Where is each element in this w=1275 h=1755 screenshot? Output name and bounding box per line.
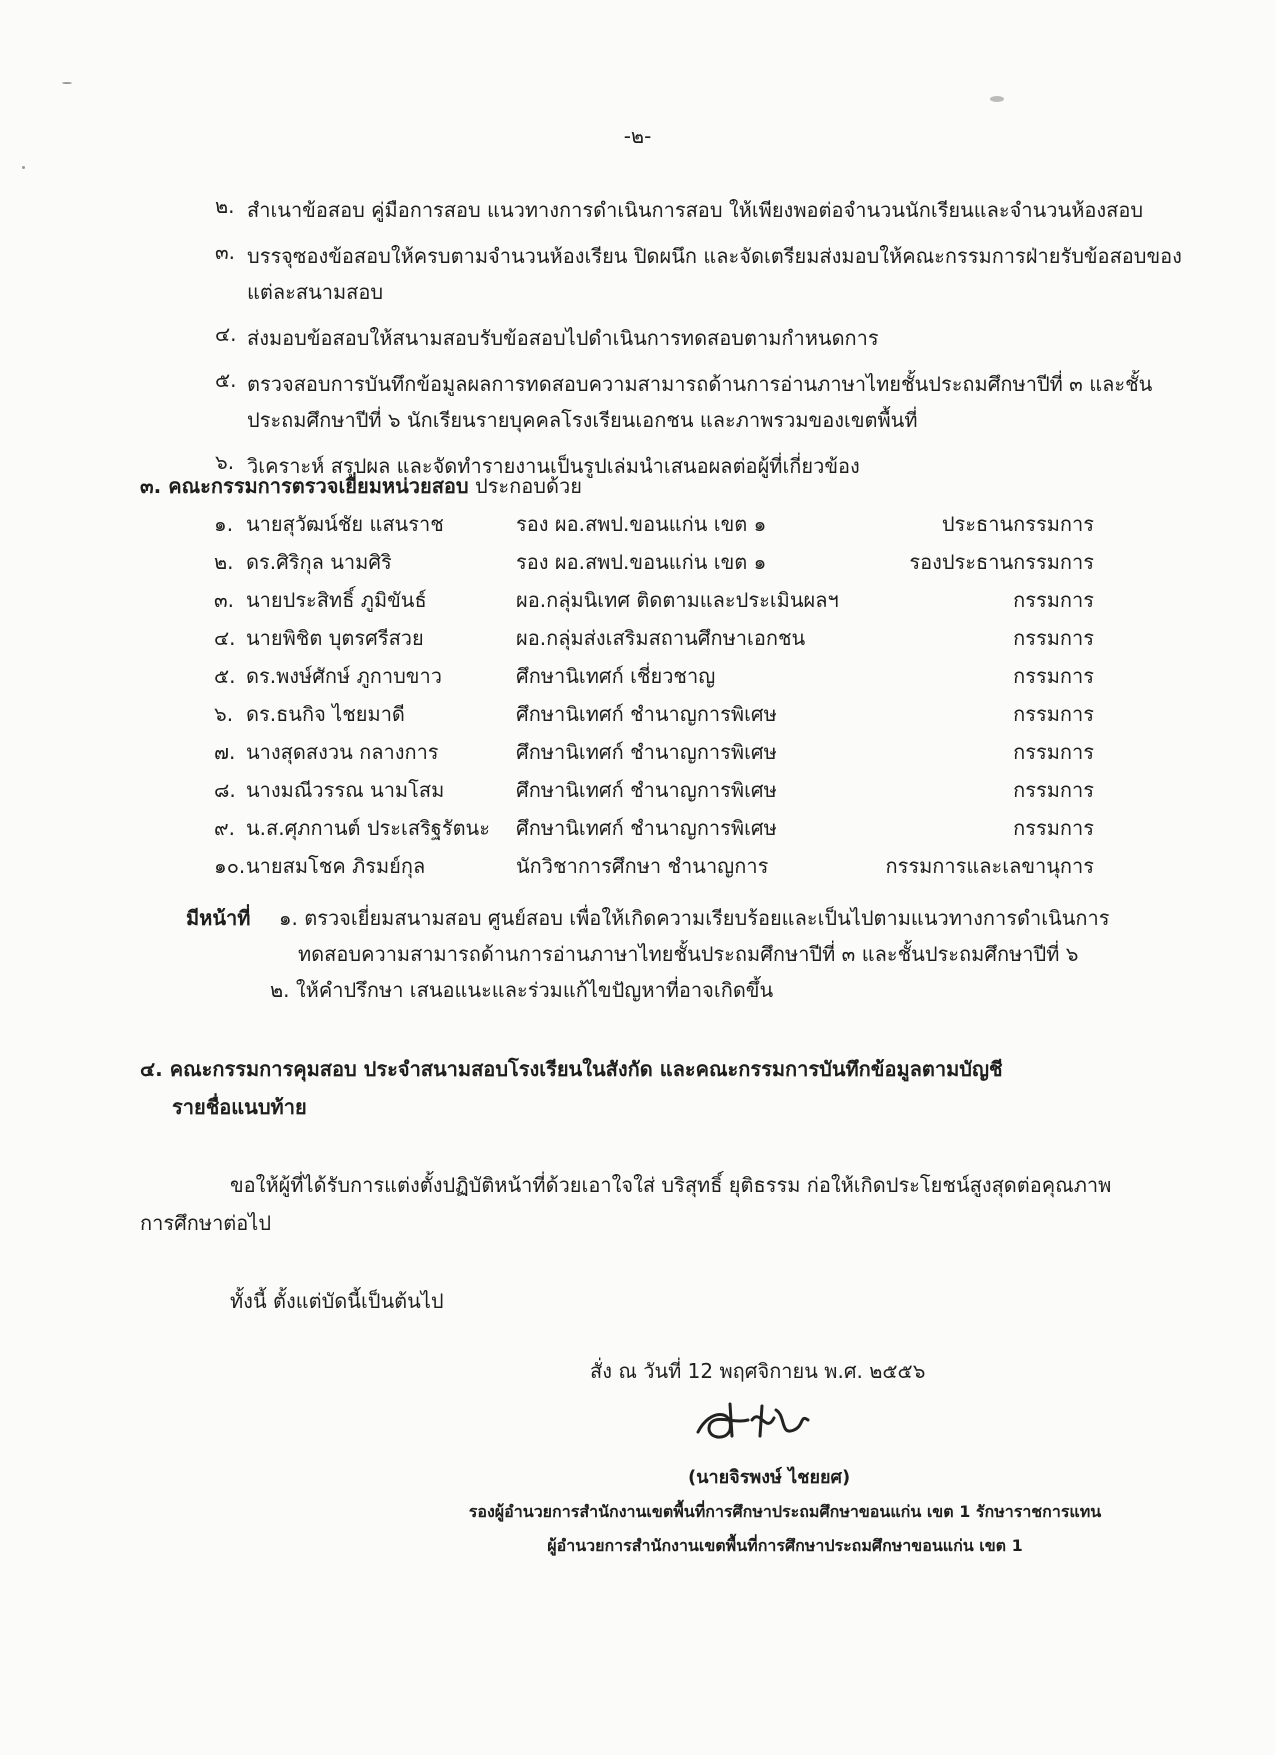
section-4-line1: ๔. คณะกรรมการคุมสอบ ประจำสนามสอบโรงเรียนในสังกัด และคณะกรรมการบันทึกข้อมูลตามบัญชี [140,1057,1003,1081]
page-number: -๒- [623,124,652,148]
table-row [214,584,1094,622]
member-position: รอง ผอ.สพป.ขอนแก่น เขต ๑ [516,550,767,574]
closing-line1: ขอให้ผู้ที่ได้รับการแต่งตั้งปฏิบัติหน้าที่ด้วยเอาใจใส่ บริสุทธิ์ ยุติธรรม ก่อให้เกิดประโยชน์สูงสุดต่อคุณภาพ [230,1173,1112,1197]
member-position: ศึกษานิเทศก์ ชำนาญการพิเศษ [516,778,777,802]
member-position: ศึกษานิเทศก์ เชี่ยวชาญ [516,664,716,688]
member-position: ผอ.กลุ่มส่งเสริมสถานศึกษาเอกชน [516,626,806,650]
list-item-number: ๓. [215,240,236,264]
section-4-line2: รายชื่อแนบท้าย [172,1095,307,1119]
table-row [214,736,1094,774]
member-role: กรรมการ [1013,702,1094,726]
member-name: นางสุดสงวน กลางการ [246,740,439,764]
member-number: ๑๐. [214,854,246,878]
member-position: ผอ.กลุ่มนิเทศ ติดตามและประเมินผลฯ [516,588,839,612]
duty-line [186,900,1146,936]
closing-paragraph [140,1166,1130,1242]
list-item-text: บรรจุซองข้อสอบให้ครบตามจำนวนห้องเรียน ปิดผนึก และจัดเตรียมส่งมอบให้คณะกรรมการฝ่ายรับข้อสอบของแต่ละสนามสอบ [247,244,1182,304]
member-name: น.ส.ศุภกานต์ ประเสริฐรัตนะ [246,816,490,840]
table-row [214,508,1094,546]
table-row [214,660,1094,698]
list-item-text: สำเนาข้อสอบ คู่มือการสอบ แนวทางการดำเนินการสอบ ให้เพียงพอต่อจำนวนนักเรียนและจำนวนห้องสอบ [247,198,1144,222]
committee-heading-title: ๓. คณะกรรมการตรวจเยี่ยมหน่วยสอบ [140,474,469,498]
signer-title-line1: รองผู้อำนวยการสำนักงานเขตพื้นที่การศึกษาประถมศึกษาขอนแก่น เขต 1 รักษาราชการแทน [468,1502,1102,1521]
member-position: นักวิชาการศึกษา ชำนาญการ [516,854,769,878]
list-item [215,192,1195,228]
closing-line2: การศึกษาต่อไป [140,1211,272,1235]
member-number: ๖. [214,702,234,726]
table-row [214,812,1094,850]
handwritten-signature [690,1390,820,1450]
list-item-text: ส่งมอบข้อสอบให้สนามสอบรับข้อสอบไปดำเนินการทดสอบตามกำหนดการ [247,326,879,350]
section-4 [140,1050,1100,1126]
member-role: กรรมการและเลขานุการ [885,854,1094,878]
order-date: สั่ง ณ วันที่ 12 พฤศจิกายน พ.ศ. ๒๕๕๖ [590,1359,926,1383]
committee-members-table [214,508,1094,888]
member-number: ๘. [214,778,236,802]
table-row [214,698,1094,736]
member-number: ๗. [214,740,236,764]
signer-name: (นายจิรพงษ์ ไชยยศ) [688,1467,851,1488]
member-role: กรรมการ [1013,740,1094,764]
list-item-number: ๔. [215,322,237,346]
table-row [214,774,1094,812]
member-position: ศึกษานิเทศก์ ชำนาญการพิเศษ [516,816,777,840]
list-item [215,320,1195,356]
list-item-text: วิเคราะห์ สรุปผล และจัดทำรายงานเป็นรูปเล่มนำเสนอผลต่อผู้ที่เกี่ยวข้อง [247,454,860,478]
member-number: ๔. [214,626,236,650]
member-name: ดร.ธนกิจ ไชยมาดี [246,702,405,726]
committee-duties [186,900,1146,1008]
list-item [215,366,1195,438]
member-position: ศึกษานิเทศก์ ชำนาญการพิเศษ [516,702,777,726]
member-name: นายพิชิต บุตรศรีสวย [246,626,424,650]
member-name: ดร.พงษ์ศักษ์ ภูกาบขาว [246,664,442,688]
duty-item-1-continued: ทดสอบความสามารถด้านการอ่านภาษาไทยชั้นประถมศึกษาปีที่ ๓ และชั้นประถมศึกษาปีที่ ๖ [298,942,1079,966]
list-item-number: ๕. [215,368,237,392]
member-role: กรรมการ [1013,664,1094,688]
committee-heading [140,472,582,500]
duty-item-2: ๒. ให้คำปรึกษา เสนอแนะและร่วมแก้ไขปัญหาที่อาจเกิดขึ้น [270,978,774,1002]
member-role: รองประธานกรรมการ [909,550,1094,574]
duty-item-1: ๑. ตรวจเยี่ยมสนามสอบ ศูนย์สอบ เพื่อให้เกิดความเรียบร้อยและเป็นไปตามแนวทางการดำเนินการ [278,906,1110,930]
member-number: ๕. [214,664,236,688]
list-item-text: ตรวจสอบการบันทึกข้อมูลผลการทดสอบความสามารถด้านการอ่านภาษาไทยชั้นประถมศึกษาปีที่ ๓ และชั้นประถมศึกษาปีที่ ๖ นักเรียนรายบุคคลโรงเรียนเอกชน และภาพรวมของเขตพื้นที่ [247,372,1153,432]
member-number: ๓. [214,588,235,612]
table-row [214,546,1094,584]
signer-title-line2: ผู้อำนวยการสำนักงานเขตพื้นที่การศึกษาประถมศึกษาขอนแก่น เขต 1 [547,1536,1023,1555]
member-name: นายประสิทธิ์ ภูมิขันธ์ [246,588,427,612]
list-item-number: ๒. [215,194,235,218]
member-name: ดร.ศิริกุล นามศิริ [246,550,392,574]
member-role: กรรมการ [1013,588,1094,612]
list-item-number: ๖. [215,450,235,474]
member-number: ๑. [214,512,234,536]
duty-label: มีหน้าที่ [186,906,251,930]
member-position: ศึกษานิเทศก์ ชำนาญการพิเศษ [516,740,777,764]
member-position: รอง ผอ.สพป.ขอนแก่น เขต ๑ [516,512,767,536]
table-row [214,622,1094,660]
member-name: นางมณีวรรณ นามโสม [246,778,445,802]
scan-speck [62,82,72,84]
table-row [214,850,1094,888]
effective-statement: ทั้งนี้ ตั้งแต่บัดนี้เป็นต้นไป [230,1289,444,1313]
member-role: ประธานกรรมการ [941,512,1094,536]
member-name: นายสมโชค ภิรมย์กุล [246,854,426,878]
member-role: กรรมการ [1013,778,1094,802]
list-item [215,238,1195,310]
member-role: กรรมการ [1013,626,1094,650]
committee-heading-suffix: ประกอบด้วย [468,474,582,498]
member-number: ๒. [214,550,234,574]
duties-list [215,192,1195,494]
member-number: ๙. [214,816,236,840]
member-name: นายสุวัฒน์ชัย แสนราช [246,512,444,536]
scan-speck [990,96,1004,102]
member-role: กรรมการ [1013,816,1094,840]
scan-speck [22,166,25,169]
